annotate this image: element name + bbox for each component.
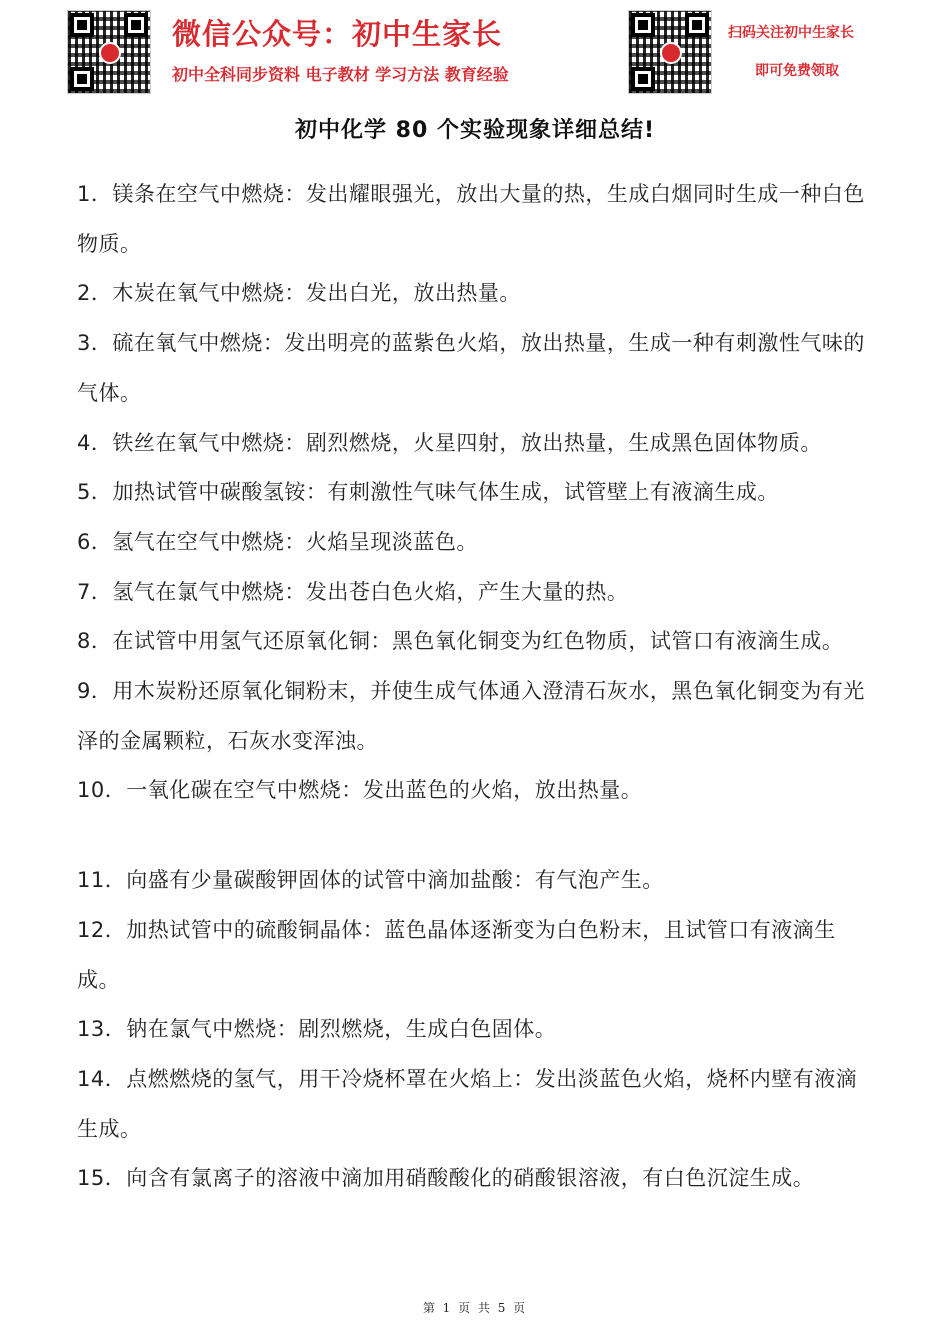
qr-code-icon[interactable] (628, 10, 712, 94)
list-item: 7．氢气在氯气中燃烧：发出苍白色火焰，产生大量的热。 (77, 579, 629, 604)
qr-logo-badge (660, 42, 682, 64)
list-item: 15．向含有氯离子的溶液中滴加用硝酸酸化的硝酸银溶液，有白色沉淀生成。 (77, 1166, 815, 1191)
qr-logo-badge (99, 42, 121, 64)
qr-finder-mark (70, 13, 94, 37)
experiment-list (77, 170, 877, 1204)
list-item: 4．铁丝在氧气中燃烧：剧烈燃烧，火星四射，放出热量，生成黑色固体物质。 (77, 430, 822, 455)
page-number: 第 1 页 共 5 页 (422, 1301, 528, 1315)
page-header (0, 0, 950, 100)
list-item: 13．钠在氯气中燃烧：剧烈燃烧，生成白色固体。 (77, 1017, 557, 1042)
list-item: 5．加热试管中碳酸氢铵：有刺激性气味气体生成，试管壁上有液滴生成。 (77, 480, 779, 505)
list-item: 3．硫在氧气中燃烧：发出明亮的蓝紫色火焰，放出热量，生成一种有刺激性气味的气体。 (77, 331, 865, 405)
qr-finder-mark (685, 13, 709, 37)
list-item: 10．一氧化碳在空气中燃烧：发出蓝色的火焰，放出热量。 (77, 778, 643, 803)
list-item: 9．用木炭粉还原氧化铜粉末，并使生成气体通入澄清石灰水，黑色氧化铜变为有光泽的金属颗粒，石灰水变浑浊。 (77, 679, 865, 753)
list-item: 12．加热试管中的硫酸铜晶体：蓝色晶体逐渐变为白色粉末，且试管口有液滴生成。 (77, 917, 836, 992)
brand-subtitle: 初中全科同步资料 电子教材 学习方法 教育经验 (172, 65, 509, 84)
list-item: 6．氢气在空气中燃烧：火焰呈现淡蓝色。 (77, 529, 478, 554)
qr-finder-mark (631, 13, 655, 37)
cta-text-free: 即可免费领取 (755, 63, 839, 79)
document-title: 初中化学 80 个实验现象详细总结! (295, 118, 655, 143)
list-item: 8．在试管中用氢气还原氧化铜：黑色氧化铜变为红色物质，试管口有液滴生成。 (77, 629, 844, 654)
list-item: 1．镁条在空气中燃烧：发出耀眼强光，放出大量的热，生成白烟同时生成一种白色物质。 (77, 182, 865, 256)
qr-finder-mark (70, 67, 94, 91)
cta-text-scan: 扫码关注初中生家长 (728, 25, 854, 41)
list-item: 14．点燃燃烧的氢气，用干冷烧杯罩在火焰上：发出淡蓝色火焰，烧杯内壁有液滴生成。 (77, 1066, 858, 1141)
qr-finder-mark (124, 13, 148, 37)
brand-title: 微信公众号：初中生家长 (172, 17, 503, 51)
list-item: 2．木炭在氧气中燃烧：发出白光，放出热量。 (77, 281, 521, 306)
qr-finder-mark (631, 67, 655, 91)
list-item: 11．向盛有少量碳酸钾固体的试管中滴加盐酸：有气泡产生。 (77, 868, 664, 893)
qr-code-icon[interactable] (67, 10, 151, 94)
